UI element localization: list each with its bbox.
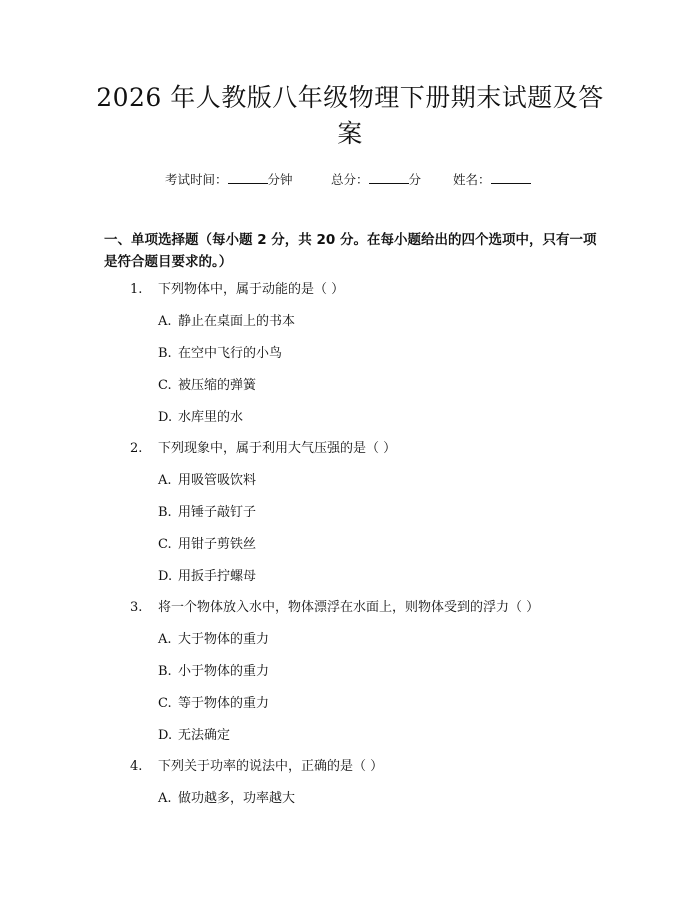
question-text: 下列关于功率的说法中，正确的是（ ） — [158, 759, 384, 774]
option-letter: A. — [158, 791, 172, 806]
question-text: 将一个物体放入水中，物体漂浮在水面上，则物体受到的浮力（ ） — [158, 600, 540, 615]
option-text: 用扳手拧螺母 — [178, 569, 257, 584]
student-name-field — [453, 170, 531, 189]
section-heading-single-choice — [104, 229, 604, 273]
option-letter: D. — [158, 728, 173, 743]
option-letter: B. — [158, 505, 172, 520]
section-heading-line-1: 一、单项选择题（每小题 2 分，共 20 分。在每小题给出的四个选项中，只有一项 — [104, 232, 597, 248]
exam-time-blank — [228, 170, 268, 184]
option-text: 大于物体的重力 — [178, 632, 270, 647]
option-letter: B. — [158, 664, 172, 679]
option-letter: C. — [158, 537, 172, 552]
student-name-label: 姓名： — [453, 172, 491, 187]
total-score-label: 总分： — [331, 172, 369, 187]
option-text: 做功越多，功率越大 — [178, 791, 296, 806]
option-letter: C. — [158, 696, 172, 711]
option-text: 用钳子剪铁丝 — [178, 537, 257, 552]
option-text: 等于物体的重力 — [178, 696, 270, 711]
total-score-unit: 分 — [408, 172, 422, 187]
title-line-1: 2026 年人教版八年级物理下册期末试题及答 — [96, 83, 604, 112]
option-letter: D. — [158, 569, 173, 584]
student-name-blank — [491, 170, 531, 184]
question-text: 下列物体中，属于动能的是（ ） — [158, 282, 345, 297]
option-text: 静止在桌面上的书本 — [178, 314, 296, 329]
question-text: 下列现象中，属于利用大气压强的是（ ） — [158, 441, 397, 456]
exam-time-field — [165, 170, 293, 189]
document-title — [70, 80, 630, 152]
question-number: 2. — [130, 441, 143, 456]
option-text: 被压缩的弹簧 — [178, 378, 257, 393]
total-score-field — [331, 170, 421, 189]
question-number: 1. — [130, 282, 143, 297]
exam-time-unit: 分钟 — [267, 172, 293, 187]
question-number: 3. — [130, 600, 143, 615]
option-text: 在空中飞行的小鸟 — [178, 346, 283, 361]
option-letter: C. — [158, 378, 172, 393]
option-letter: A. — [158, 632, 172, 647]
title-line-2: 案 — [337, 119, 363, 148]
option-text: 小于物体的重力 — [178, 664, 270, 679]
exam-meta-line — [0, 170, 700, 188]
option-letter: D. — [158, 410, 173, 425]
exam-time-label: 考试时间： — [165, 172, 228, 187]
option-text: 无法确定 — [178, 728, 231, 743]
option-text: 水库里的水 — [178, 410, 244, 425]
option-text: 用锤子敲钉子 — [178, 505, 257, 520]
section-heading-line-2: 是符合题目要求的。） — [104, 254, 233, 270]
option-letter: B. — [158, 346, 172, 361]
option-letter: A. — [158, 314, 172, 329]
question-number: 4. — [130, 759, 143, 774]
total-score-blank — [369, 170, 409, 184]
option-text: 用吸管吸饮料 — [178, 473, 257, 488]
option-letter: A. — [158, 473, 172, 488]
